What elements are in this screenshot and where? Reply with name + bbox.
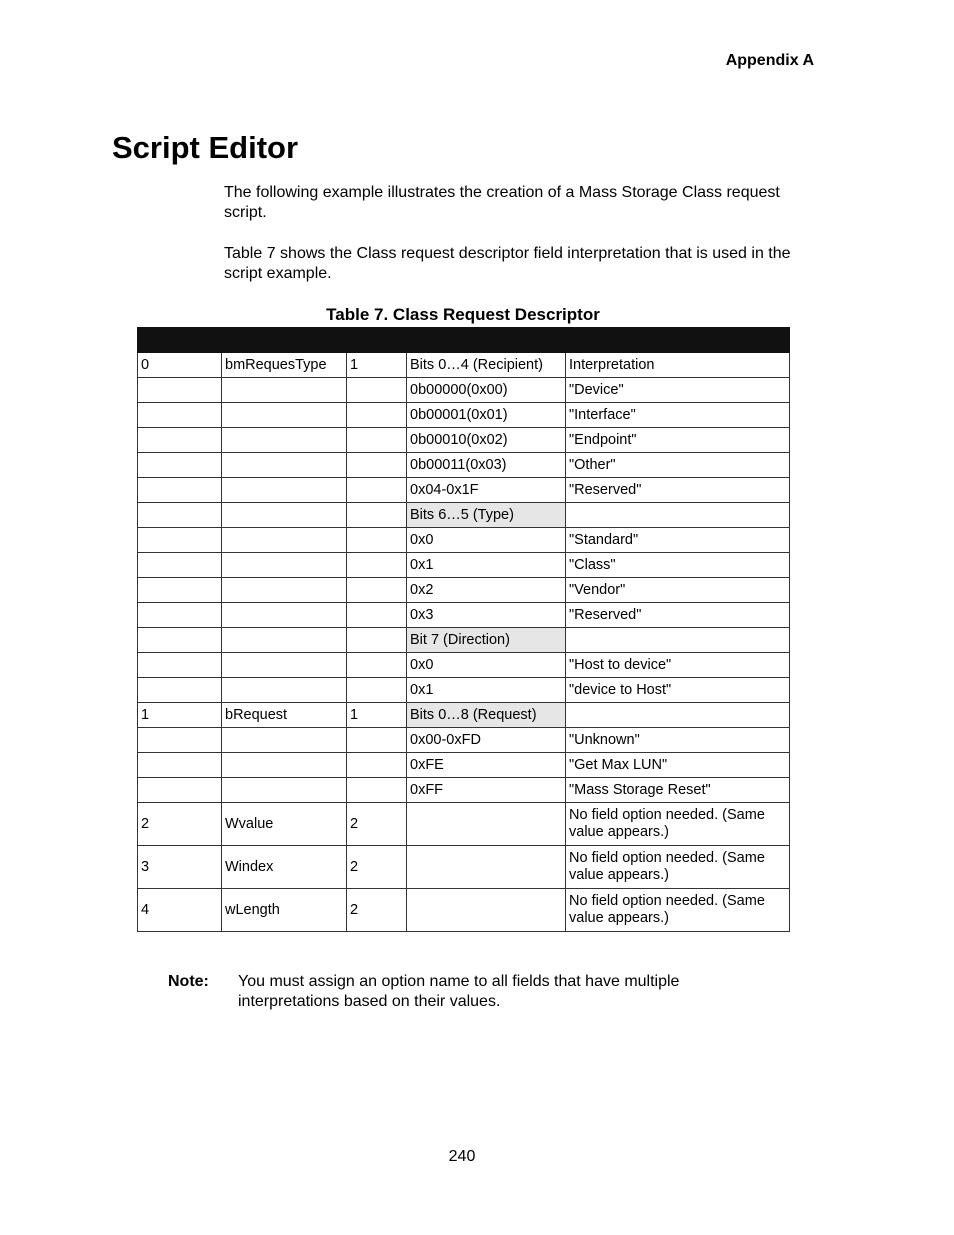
field-cell xyxy=(222,678,347,703)
table-row xyxy=(138,553,790,578)
value-cell: 0xFF xyxy=(407,778,566,803)
table-row xyxy=(138,803,790,846)
page-title: Script Editor xyxy=(112,130,299,165)
value-cell: 0b00001(0x01) xyxy=(407,403,566,428)
interpretation-cell: No field option needed. (Same value appears.) xyxy=(566,889,790,932)
offset-cell xyxy=(138,403,222,428)
table-row xyxy=(138,728,790,753)
size-cell xyxy=(347,578,407,603)
size-cell xyxy=(347,478,407,503)
table-row xyxy=(138,528,790,553)
bit-group-heading-cell: Bit 7 (Direction) xyxy=(407,628,566,653)
bit-group-heading-cell: Bits 0…8 (Request) xyxy=(407,703,566,728)
offset-cell xyxy=(138,653,222,678)
size-cell xyxy=(347,403,407,428)
value-cell xyxy=(407,846,566,889)
table-row xyxy=(138,403,790,428)
value-cell: 0b00011(0x03) xyxy=(407,453,566,478)
field-cell xyxy=(222,428,347,453)
interpretation-cell: "Interface" xyxy=(566,403,790,428)
interpretation-cell: "Class" xyxy=(566,553,790,578)
header-cell xyxy=(222,328,347,353)
class-request-descriptor-table xyxy=(137,327,790,932)
field-cell xyxy=(222,503,347,528)
interpretation-cell xyxy=(566,503,790,528)
field-cell xyxy=(222,378,347,403)
value-cell: 0x0 xyxy=(407,528,566,553)
offset-cell xyxy=(138,453,222,478)
value-cell xyxy=(407,889,566,932)
bit-group-heading-cell: Bits 6…5 (Type) xyxy=(407,503,566,528)
offset-cell xyxy=(138,778,222,803)
size-cell xyxy=(347,428,407,453)
interpretation-cell: "Vendor" xyxy=(566,578,790,603)
field-cell xyxy=(222,653,347,678)
size-cell: 2 xyxy=(347,846,407,889)
table-row xyxy=(138,578,790,603)
value-cell xyxy=(407,803,566,846)
offset-cell: 1 xyxy=(138,703,222,728)
value-cell: 0xFE xyxy=(407,753,566,778)
field-cell xyxy=(222,553,347,578)
value-cell: 0x04-0x1F xyxy=(407,478,566,503)
size-cell xyxy=(347,728,407,753)
table-row xyxy=(138,778,790,803)
interpretation-cell: "Other" xyxy=(566,453,790,478)
interpretation-cell: "Endpoint" xyxy=(566,428,790,453)
table-row xyxy=(138,453,790,478)
table-row xyxy=(138,428,790,453)
table-row xyxy=(138,378,790,403)
value-cell: 0x2 xyxy=(407,578,566,603)
field-cell: Windex xyxy=(222,846,347,889)
offset-cell xyxy=(138,603,222,628)
header-cell xyxy=(566,328,790,353)
field-cell xyxy=(222,478,347,503)
table-row xyxy=(138,353,790,378)
size-cell xyxy=(347,678,407,703)
value-cell: 0x3 xyxy=(407,603,566,628)
field-cell xyxy=(222,778,347,803)
field-cell xyxy=(222,753,347,778)
note-text: You must assign an option name to all fields that have multiple interpretations based on their values. xyxy=(238,973,680,1010)
size-cell: 2 xyxy=(347,889,407,932)
field-cell xyxy=(222,403,347,428)
offset-cell xyxy=(138,753,222,778)
offset-cell xyxy=(138,503,222,528)
interpretation-cell: "Unknown" xyxy=(566,728,790,753)
field-cell: bmRequesType xyxy=(222,353,347,378)
field-cell: Wvalue xyxy=(222,803,347,846)
page-number: 240 xyxy=(448,1148,476,1165)
interpretation-cell: "Get Max LUN" xyxy=(566,753,790,778)
field-cell xyxy=(222,728,347,753)
interpretation-cell xyxy=(566,703,790,728)
interpretation-cell: Interpretation xyxy=(566,353,790,378)
size-cell xyxy=(347,553,407,578)
intro-paragraph: The following example illustrates the creation of a Mass Storage Class request script. xyxy=(224,184,780,221)
table-row xyxy=(138,703,790,728)
table-caption: Table 7. Class Request Descriptor xyxy=(326,305,600,324)
interpretation-cell: "Mass Storage Reset" xyxy=(566,778,790,803)
interpretation-cell: No field option needed. (Same value appears.) xyxy=(566,803,790,846)
offset-cell xyxy=(138,728,222,753)
size-cell: 1 xyxy=(347,353,407,378)
table-row xyxy=(138,503,790,528)
header-cell xyxy=(138,328,222,353)
table-row xyxy=(138,753,790,778)
table-row xyxy=(138,628,790,653)
table-header-row xyxy=(138,328,790,353)
size-cell xyxy=(347,503,407,528)
size-cell: 2 xyxy=(347,803,407,846)
offset-cell xyxy=(138,378,222,403)
interpretation-cell: "Host to device" xyxy=(566,653,790,678)
field-cell: bRequest xyxy=(222,703,347,728)
size-cell xyxy=(347,778,407,803)
offset-cell: 0 xyxy=(138,353,222,378)
interpretation-cell: "device to Host" xyxy=(566,678,790,703)
value-cell: 0x1 xyxy=(407,678,566,703)
table-reference-paragraph: Table 7 shows the Class request descriptor field interpretation that is used in the script example. xyxy=(224,245,791,282)
field-cell xyxy=(222,628,347,653)
offset-cell: 4 xyxy=(138,889,222,932)
offset-cell xyxy=(138,628,222,653)
header-cell xyxy=(347,328,407,353)
value-cell: 0x00-0xFD xyxy=(407,728,566,753)
offset-cell xyxy=(138,528,222,553)
offset-cell xyxy=(138,553,222,578)
table-row xyxy=(138,653,790,678)
offset-cell xyxy=(138,428,222,453)
value-cell: Bits 0…4 (Recipient) xyxy=(407,353,566,378)
interpretation-cell: "Standard" xyxy=(566,528,790,553)
table-row xyxy=(138,603,790,628)
table-row xyxy=(138,846,790,889)
table-row xyxy=(138,678,790,703)
size-cell xyxy=(347,378,407,403)
offset-cell xyxy=(138,678,222,703)
table-row xyxy=(138,889,790,932)
table-row xyxy=(138,478,790,503)
size-cell xyxy=(347,628,407,653)
field-cell xyxy=(222,453,347,478)
offset-cell xyxy=(138,478,222,503)
value-cell: 0x1 xyxy=(407,553,566,578)
offset-cell xyxy=(138,578,222,603)
value-cell: 0x0 xyxy=(407,653,566,678)
interpretation-cell: "Reserved" xyxy=(566,603,790,628)
interpretation-cell: "Reserved" xyxy=(566,478,790,503)
offset-cell: 3 xyxy=(138,846,222,889)
size-cell: 1 xyxy=(347,703,407,728)
value-cell: 0b00000(0x00) xyxy=(407,378,566,403)
field-cell: wLength xyxy=(222,889,347,932)
interpretation-cell: "Device" xyxy=(566,378,790,403)
size-cell xyxy=(347,528,407,553)
size-cell xyxy=(347,603,407,628)
size-cell xyxy=(347,753,407,778)
size-cell xyxy=(347,653,407,678)
offset-cell: 2 xyxy=(138,803,222,846)
field-cell xyxy=(222,603,347,628)
interpretation-cell: No field option needed. (Same value appears.) xyxy=(566,846,790,889)
interpretation-cell xyxy=(566,628,790,653)
header-cell xyxy=(407,328,566,353)
note-label: Note: xyxy=(168,973,209,990)
value-cell: 0b00010(0x02) xyxy=(407,428,566,453)
size-cell xyxy=(347,453,407,478)
field-cell xyxy=(222,528,347,553)
field-cell xyxy=(222,578,347,603)
section-header: Appendix A xyxy=(725,52,814,69)
